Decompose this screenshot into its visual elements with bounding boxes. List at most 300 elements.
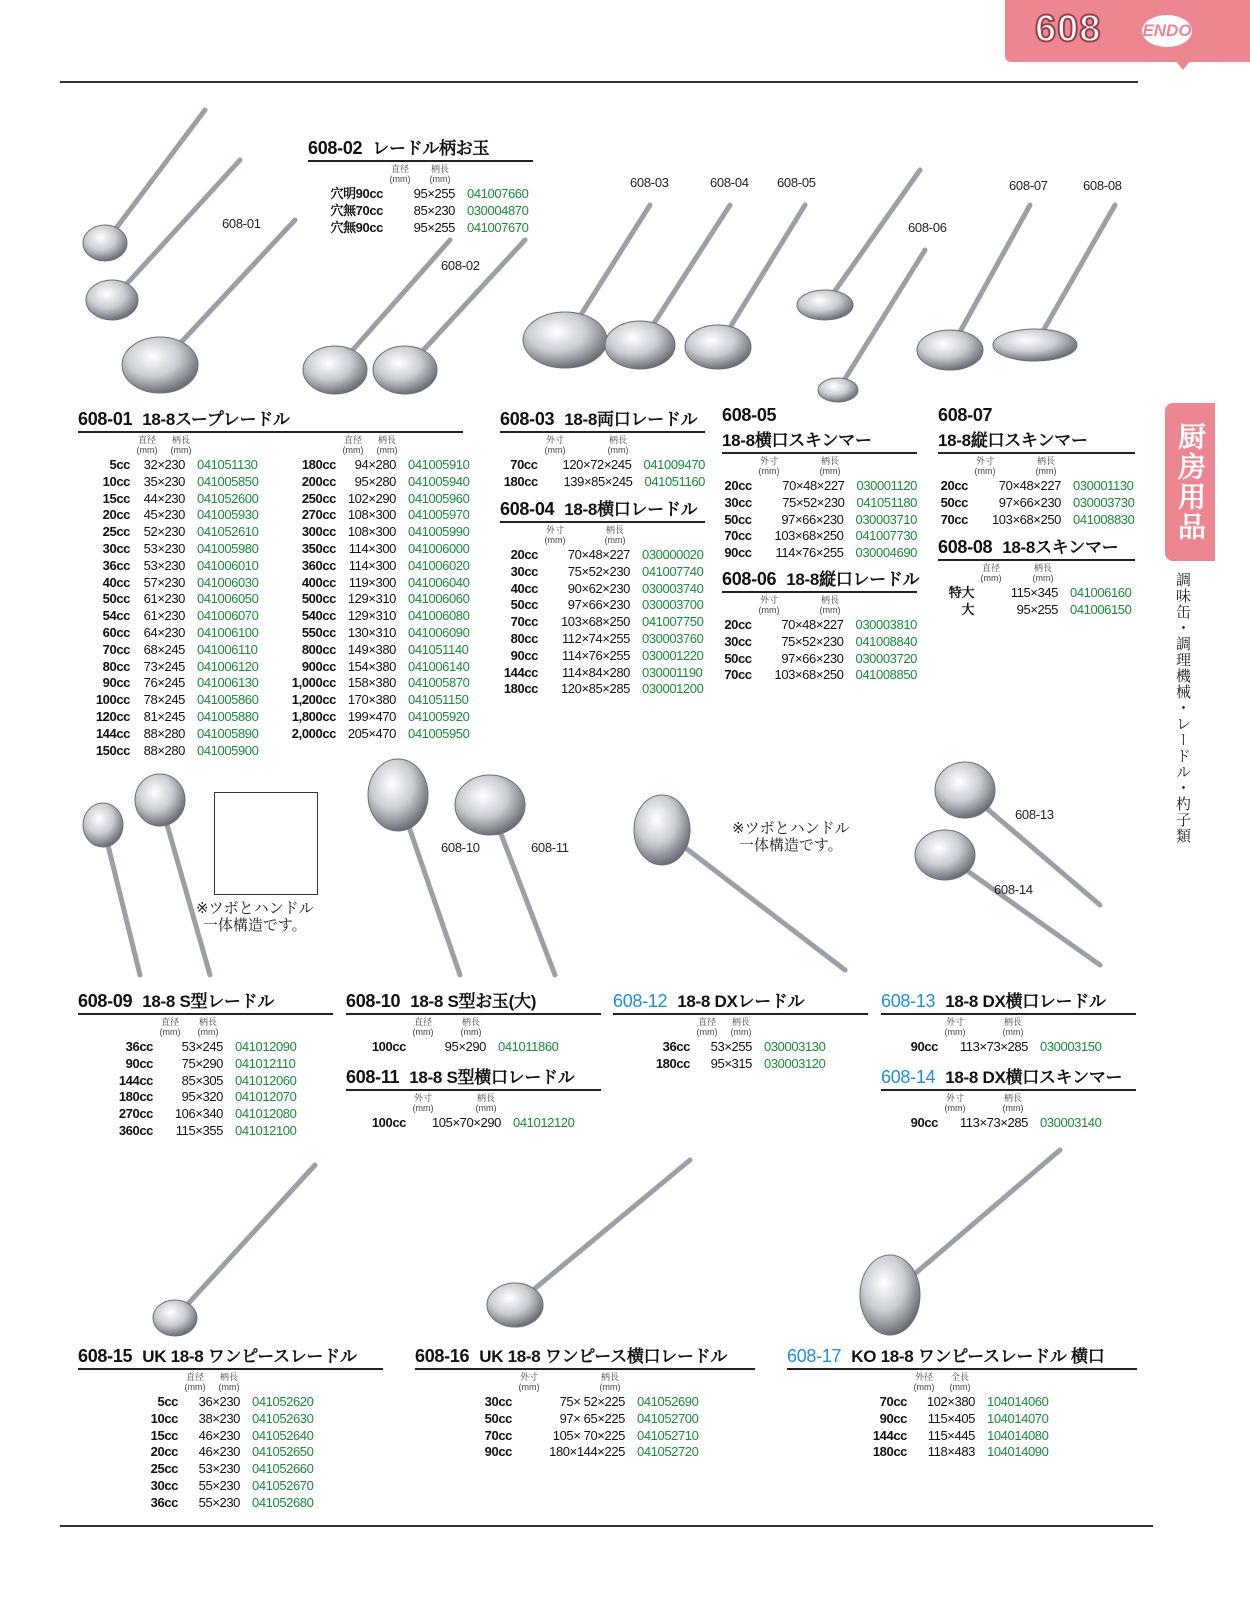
item-code: 041006010 (197, 557, 259, 573)
column-header-label: 柄長 (1036, 456, 1055, 466)
table-row (278, 642, 469, 659)
column-header (600, 525, 630, 547)
item-code: 041012110 (235, 1055, 296, 1071)
column-header (726, 1017, 756, 1039)
product-section-608-08 (938, 533, 1135, 619)
table-row (78, 709, 258, 726)
ladle-illustration (83, 803, 140, 975)
product-code: 608-01 (78, 409, 133, 429)
dimensions: 45×230 (143, 507, 185, 523)
spec-table (787, 1372, 1137, 1461)
item-code: 104014080 (987, 1427, 1049, 1443)
capacity: 36cc (662, 1039, 690, 1054)
capacity: 30cc (724, 494, 752, 510)
capacity: 10cc (150, 1410, 178, 1426)
column-headers (500, 435, 705, 457)
table-row (787, 1394, 1137, 1411)
table-row (278, 709, 469, 726)
section-title (938, 405, 1135, 454)
capacity: 80cc (510, 630, 538, 646)
column-header-label: 柄長 (608, 435, 627, 445)
column-header (940, 1093, 970, 1115)
column-header-unit: (mm) (913, 1382, 935, 1392)
item-code: 041006140 (408, 658, 470, 674)
dimensions: 70×48×227 (782, 478, 845, 493)
product-code: 608-03 (500, 409, 555, 429)
table-row (78, 608, 258, 625)
dimensions: 97×66×230 (567, 597, 630, 613)
item-code: 041007660 (467, 186, 529, 201)
dimensions: 97× 65×225 (559, 1410, 625, 1426)
table-row (78, 474, 258, 491)
item-code: 041007740 (642, 563, 704, 579)
column-header (456, 1017, 486, 1039)
column-header-label: 柄長 (219, 1372, 238, 1382)
ladle-illustration (685, 205, 805, 369)
spec-table (278, 433, 469, 743)
dimensions: 103×68×250 (774, 667, 844, 683)
item-code: 041008830 (1073, 511, 1135, 527)
column-header (970, 456, 1000, 478)
ladle-illustration (860, 1150, 1060, 1335)
product-section-608-09 (78, 987, 333, 1140)
table-row (415, 1428, 755, 1445)
capacity: 大 (961, 601, 974, 617)
table-row (500, 597, 705, 614)
column-header (214, 1372, 244, 1394)
column-header (909, 1372, 939, 1394)
column-header-unit: (mm) (136, 445, 158, 455)
side-tab-kitchen[interactable]: 厨房用品 (1165, 403, 1215, 561)
dimensions: 53×245 (181, 1039, 223, 1054)
table-row (78, 575, 258, 592)
column-header-unit: (mm) (1002, 1027, 1024, 1037)
table-row (938, 512, 1135, 529)
table-row (278, 507, 469, 524)
item-code: 041006000 (408, 540, 470, 556)
table-row (308, 220, 533, 237)
capacity: 144cc (118, 1072, 153, 1088)
item-code: 041008840 (855, 633, 917, 649)
capacity: 特大 (948, 585, 974, 600)
item-code: 041005850 (197, 473, 259, 489)
product-code: 608-17 (787, 1346, 842, 1366)
dimensions: 95×255 (1016, 601, 1058, 617)
section-title (613, 987, 868, 1015)
section-title (500, 405, 705, 433)
dimensions: 120×72×245 (562, 457, 632, 472)
dimensions: 61×230 (143, 591, 185, 607)
dimensions: 85×230 (413, 202, 455, 218)
column-header-unit: (mm) (376, 445, 398, 455)
table-row (78, 1056, 333, 1073)
dimensions: 103×68×250 (560, 614, 630, 630)
dimensions: 81×245 (143, 708, 185, 724)
capacity: 100cc (371, 1039, 406, 1054)
section-title (787, 1342, 1137, 1370)
column-header-unit: (mm) (460, 1027, 482, 1037)
column-headers (278, 435, 469, 457)
table-row (500, 665, 705, 682)
image-label: 608-06 (908, 220, 947, 235)
item-code: 041052650 (252, 1444, 314, 1460)
column-header-label: 柄長 (600, 1372, 619, 1382)
table-row (278, 524, 469, 541)
image-label: 608-13 (1015, 807, 1054, 822)
item-code: 041005960 (408, 490, 470, 506)
capacity: 90cc (484, 1444, 512, 1460)
table-row (78, 1106, 333, 1123)
column-header (408, 1093, 438, 1115)
column-header (940, 1017, 970, 1039)
column-header (425, 164, 455, 186)
item-code: 041006150 (1070, 601, 1132, 617)
item-code: 041009470 (643, 457, 705, 472)
capacity: 5cc (109, 457, 130, 472)
product-code: 608-15 (78, 1346, 133, 1366)
dimensions: 95×315 (710, 1055, 752, 1071)
table-row (278, 457, 469, 474)
item-code: 041012060 (235, 1072, 297, 1088)
column-header-unit: (mm) (1035, 466, 1057, 476)
capacity: 2,000cc (291, 725, 336, 741)
column-headers (500, 525, 705, 547)
column-header-unit: (mm) (696, 1027, 718, 1037)
capacity: 300cc (301, 524, 336, 540)
item-code: 030003130 (764, 1039, 826, 1054)
dimensions: 38×230 (198, 1410, 240, 1426)
column-headers (722, 595, 917, 617)
dimensions: 57×230 (143, 574, 185, 590)
dimensions: 75×52×230 (781, 633, 844, 649)
table-row (78, 457, 258, 474)
image-label: 608-11 (531, 840, 569, 855)
column-header-label: 柄長 (1003, 1017, 1022, 1027)
spec-table (881, 1093, 1136, 1132)
capacity: 40cc (510, 580, 538, 596)
capacity: 70cc (940, 511, 968, 527)
table-row (787, 1444, 1137, 1461)
product-section-608-14 (881, 1063, 1136, 1132)
dimensions: 61×230 (143, 608, 185, 624)
column-header (180, 1372, 210, 1394)
table-row (78, 1495, 383, 1512)
table-row (78, 507, 258, 524)
capacity: 150cc (95, 742, 130, 758)
column-header-label: 外寸 (759, 595, 778, 605)
table-row (787, 1411, 1137, 1428)
item-code: 030003810 (855, 617, 917, 632)
column-header-label: 柄長 (430, 164, 449, 174)
capacity: 550cc (301, 624, 336, 640)
item-code: 030003740 (642, 580, 704, 596)
dimensions: 115×345 (1010, 585, 1058, 600)
product-section-608-11 (346, 1063, 601, 1132)
table-row (613, 1056, 868, 1073)
column-header-unit: (mm) (607, 445, 629, 455)
dimensions: 119×300 (348, 574, 396, 590)
product-name: KO 18-8 ワンピースレードル 横口 (851, 1347, 1105, 1366)
item-code: 041051140 (408, 641, 469, 657)
table-row (500, 474, 705, 491)
column-header-label: 柄長 (820, 456, 839, 466)
column-header-label: 直径 (413, 1017, 432, 1027)
dimensions: 97×66×230 (781, 511, 844, 527)
capacity: 50cc (940, 494, 968, 510)
dimensions: 53×255 (710, 1039, 752, 1054)
dimensions: 105×70×290 (431, 1115, 501, 1130)
capacity: 50cc (724, 650, 752, 666)
item-code: 041011860 (498, 1039, 559, 1054)
item-code: 041005940 (408, 473, 470, 489)
column-header-label: 柄長 (461, 1017, 480, 1027)
capacity: 250cc (301, 490, 336, 506)
column-header-label: 柄長 (476, 1093, 495, 1103)
item-code: 041006160 (1070, 585, 1132, 600)
section-title (346, 1063, 601, 1091)
capacity: 54cc (102, 608, 130, 624)
dimensions: 95×255 (413, 186, 455, 201)
product-name: UK 18-8 ワンピース横口レードル (479, 1347, 728, 1366)
product-section-608-13 (881, 987, 1136, 1056)
column-header-label: 柄長 (1003, 1093, 1022, 1103)
column-header-unit: (mm) (412, 1027, 434, 1037)
dimensions: 46×230 (198, 1444, 240, 1460)
column-header-label: 外寸 (945, 1093, 964, 1103)
capacity: 1,800cc (291, 708, 336, 724)
table-row (78, 1039, 333, 1056)
column-header-unit: (mm) (475, 1103, 497, 1113)
dimensions: 75×52×230 (567, 563, 630, 579)
dimensions: 35×230 (143, 473, 185, 489)
dimensions: 113×73×285 (959, 1115, 1028, 1130)
table-row (722, 651, 917, 668)
dimensions: 44×230 (143, 490, 185, 506)
column-header-unit: (mm) (819, 605, 841, 615)
item-code: 041005910 (408, 457, 470, 472)
column-headers (415, 1372, 755, 1394)
capacity: 270cc (301, 507, 336, 523)
image-label: 608-01 (222, 216, 261, 231)
table-row (938, 478, 1135, 495)
column-header-label: 直径 (160, 1017, 179, 1027)
column-header-unit: (mm) (197, 1027, 219, 1037)
item-code: 041006050 (197, 591, 259, 607)
item-code: 041006130 (197, 675, 259, 691)
column-header-label: 外寸 (413, 1093, 432, 1103)
capacity: 144cc (503, 664, 538, 680)
spec-table (415, 1372, 755, 1461)
product-name: 18-8スキンマー (1002, 538, 1119, 557)
table-row (278, 675, 469, 692)
section-title (722, 405, 917, 454)
item-code: 041006030 (197, 574, 259, 590)
item-code: 030003700 (642, 597, 704, 613)
capacity: 90cc (879, 1410, 907, 1426)
product-name: レードル柄お玉 (372, 139, 490, 158)
product-section-608-16 (415, 1342, 755, 1461)
item-code: 041052660 (252, 1461, 314, 1477)
capacity: 180cc (872, 1444, 907, 1460)
column-header (193, 1017, 223, 1039)
capacity: 10cc (102, 473, 130, 489)
column-header (603, 435, 633, 457)
spec-table (78, 433, 258, 759)
column-header-unit: (mm) (1032, 573, 1054, 583)
column-header (338, 435, 368, 457)
item-code: 041052600 (197, 490, 259, 506)
capacity: 100cc (371, 1115, 406, 1130)
item-code: 041005870 (408, 675, 470, 691)
side-category: 調味缶・調理機械・レードル・杓子類 (1174, 572, 1191, 844)
capacity: 180cc (301, 457, 336, 472)
section-title (500, 495, 705, 523)
dimensions: 76×245 (143, 675, 185, 691)
dimensions: 53×230 (143, 557, 185, 573)
column-headers (787, 1372, 1137, 1394)
capacity: 100cc (95, 692, 130, 708)
section-title (308, 134, 533, 162)
item-code: 041052700 (637, 1410, 699, 1426)
dimensions: 103×68×250 (774, 528, 844, 544)
table-row (722, 528, 917, 545)
product-section-608-07 (938, 405, 1135, 528)
product-code: 608-16 (415, 1346, 470, 1366)
column-headers (938, 456, 1135, 478)
item-code: 030003720 (855, 650, 917, 666)
image-label: 608-08 (1083, 178, 1122, 193)
column-header-unit: (mm) (170, 445, 192, 455)
table-row (278, 541, 469, 558)
ladle-illustration (135, 774, 210, 975)
capacity: 70cc (484, 1427, 512, 1443)
column-headers (346, 1093, 601, 1115)
table-row (415, 1444, 755, 1461)
capacity: 穴無70cc (330, 202, 383, 218)
item-code: 041051130 (197, 457, 258, 472)
table-row (78, 642, 258, 659)
item-code: 030004690 (855, 545, 917, 561)
column-headers (78, 1017, 333, 1039)
table-row (500, 681, 705, 698)
column-header (385, 164, 415, 186)
table-row (78, 692, 258, 709)
column-headers (78, 435, 258, 457)
section-title (78, 987, 333, 1015)
dimensions: 36×230 (198, 1394, 240, 1409)
product-code: 608-04 (500, 499, 555, 519)
table-row (722, 495, 917, 512)
column-header-label: 外寸 (519, 1372, 538, 1382)
item-code: 041052630 (252, 1410, 314, 1426)
dimensions: 53×230 (143, 540, 185, 556)
capacity: 20cc (510, 547, 538, 562)
section-title (722, 565, 920, 593)
capacity: 30cc (510, 563, 538, 579)
column-header-unit: (mm) (944, 1103, 966, 1113)
column-header (976, 563, 1006, 585)
column-header (372, 435, 402, 457)
dimensions: 114×300 (348, 557, 396, 573)
section-title (78, 405, 463, 433)
column-header (754, 456, 784, 478)
capacity: 270cc (118, 1106, 153, 1122)
capacity: 50cc (510, 597, 538, 613)
spec-table (308, 164, 533, 236)
table-row (722, 545, 917, 562)
capacity: 90cc (102, 675, 130, 691)
table-row (881, 1039, 1136, 1056)
dimensions: 114×76×255 (775, 545, 844, 561)
item-code: 030001200 (642, 681, 704, 697)
spec-table (78, 1017, 333, 1140)
column-headers (881, 1093, 1136, 1115)
image-label: 608-03 (630, 175, 669, 190)
item-code: 104014070 (987, 1410, 1049, 1426)
dimensions: 139×85×245 (563, 473, 633, 489)
product-section-608-01 (78, 405, 470, 758)
table-row (938, 585, 1135, 602)
table-row (938, 495, 1135, 512)
capacity: 180cc (503, 473, 538, 489)
capacity: 20cc (150, 1444, 178, 1460)
item-code: 041052680 (252, 1494, 314, 1510)
item-code: 030000020 (642, 547, 704, 562)
product-code: 608-14 (881, 1067, 936, 1087)
product-code: 608-07 (938, 405, 993, 425)
column-header (540, 435, 570, 457)
product-section-608-03 (500, 405, 705, 491)
item-code: 041052690 (637, 1394, 699, 1409)
ladle-illustration (368, 759, 460, 975)
capacity: 30cc (150, 1477, 178, 1493)
column-header-unit: (mm) (518, 1382, 540, 1392)
column-header-label: 外径 (914, 1372, 933, 1382)
item-code: 041006100 (197, 624, 259, 640)
product-code: 608-12 (613, 991, 668, 1011)
column-header-label: 柄長 (171, 435, 190, 445)
ladle-illustration (153, 1165, 315, 1336)
item-code: 030003140 (1040, 1115, 1102, 1130)
table-row (722, 634, 917, 651)
dimensions: 118×483 (927, 1444, 975, 1460)
item-code: 030001120 (856, 478, 917, 493)
dimensions: 115×445 (927, 1427, 975, 1443)
capacity: 36cc (150, 1494, 178, 1510)
ladle-illustration (455, 775, 555, 975)
dimensions: 130×310 (347, 624, 396, 640)
table-row (78, 1394, 383, 1411)
capacity: 144cc (95, 725, 130, 741)
dimensions: 97×66×230 (998, 494, 1061, 510)
column-header-label: 直径 (981, 563, 1000, 573)
dimensions: 114×300 (348, 540, 396, 556)
table-row (346, 1039, 601, 1056)
image-label: 608-02 (441, 258, 480, 273)
table-row (78, 1428, 383, 1445)
capacity: 25cc (150, 1461, 178, 1477)
column-header (408, 1017, 438, 1039)
capacity: 20cc (724, 617, 752, 632)
product-name: UK 18-8 ワンピースレードル (142, 1347, 357, 1366)
item-code: 041005900 (197, 742, 259, 758)
column-header (815, 595, 845, 617)
table-row (278, 692, 469, 709)
product-section-608-06 (722, 565, 920, 684)
table-row (78, 1478, 383, 1495)
capacity: 180cc (118, 1089, 153, 1105)
capacity: 36cc (125, 1039, 153, 1054)
